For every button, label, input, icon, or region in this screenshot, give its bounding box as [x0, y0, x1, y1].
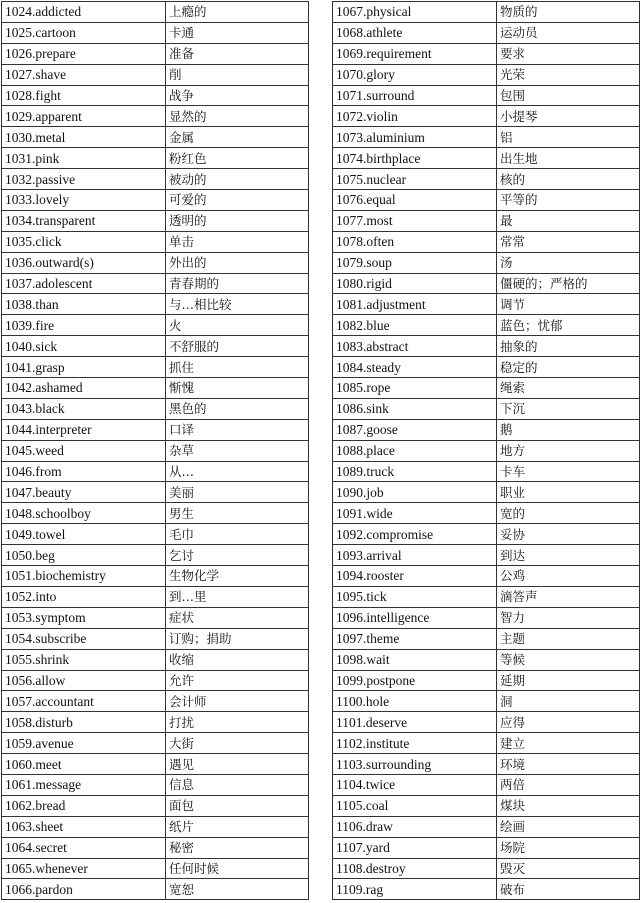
vocab-row	[2, 879, 309, 900]
english-word-cell: 1039.fire	[2, 315, 166, 336]
vocab-row	[2, 148, 309, 169]
english-word-cell: 1054.subscribe	[2, 628, 166, 649]
vocab-row	[2, 712, 309, 733]
vocab-row	[2, 566, 309, 587]
vocab-row	[333, 754, 640, 775]
vocab-row	[2, 294, 309, 315]
vocab-row	[333, 524, 640, 545]
vocab-row	[333, 816, 640, 837]
chinese-meaning-cell: 症状	[166, 607, 309, 628]
english-word-cell: 1025.cartoon	[2, 22, 166, 43]
chinese-meaning-cell: 场院	[497, 837, 640, 858]
chinese-meaning-cell: 宽的	[497, 503, 640, 524]
english-word-cell: 1049.towel	[2, 524, 166, 545]
english-word-cell: 1102.institute	[333, 733, 497, 754]
vocab-row	[2, 795, 309, 816]
vocab-row	[333, 294, 640, 315]
chinese-meaning-cell: 上瘾的	[166, 2, 309, 23]
english-word-cell: 1035.click	[2, 231, 166, 252]
vocab-row	[333, 106, 640, 127]
english-word-cell: 1050.beg	[2, 545, 166, 566]
chinese-meaning-cell: 平等的	[497, 190, 640, 211]
english-word-cell: 1045.weed	[2, 440, 166, 461]
vocab-row	[333, 148, 640, 169]
vocab-row	[2, 43, 309, 64]
vocab-row	[333, 169, 640, 190]
chinese-meaning-cell: 公鸡	[497, 566, 640, 587]
vocab-row	[2, 524, 309, 545]
english-word-cell: 1077.most	[333, 210, 497, 231]
chinese-meaning-cell: 最	[497, 210, 640, 231]
english-word-cell: 1064.secret	[2, 837, 166, 858]
vocab-row	[333, 273, 640, 294]
english-word-cell: 1048.schoolboy	[2, 503, 166, 524]
vocab-row	[333, 190, 640, 211]
english-word-cell: 1051.biochemistry	[2, 566, 166, 587]
chinese-meaning-cell: 核的	[497, 169, 640, 190]
english-word-cell: 1060.meet	[2, 754, 166, 775]
vocab-row	[2, 106, 309, 127]
english-word-cell: 1058.disturb	[2, 712, 166, 733]
english-word-cell: 1024.addicted	[2, 2, 166, 23]
english-word-cell: 1044.interpreter	[2, 419, 166, 440]
english-word-cell: 1107.yard	[333, 837, 497, 858]
chinese-meaning-cell: 抓住	[166, 357, 309, 378]
vocab-row	[2, 315, 309, 336]
chinese-meaning-cell: 杂草	[166, 440, 309, 461]
chinese-meaning-cell: 不舒服的	[166, 336, 309, 357]
vocab-row	[2, 2, 309, 23]
chinese-meaning-cell: 秘密	[166, 837, 309, 858]
vocab-row	[333, 43, 640, 64]
vocab-row	[2, 816, 309, 837]
vocab-row	[2, 607, 309, 628]
vocab-row	[2, 503, 309, 524]
vocab-row	[333, 691, 640, 712]
vocab-row	[2, 733, 309, 754]
chinese-meaning-cell: 任何时候	[166, 858, 309, 879]
english-word-cell: 1071.surround	[333, 85, 497, 106]
chinese-meaning-cell: 主题	[497, 628, 640, 649]
chinese-meaning-cell: 汤	[497, 252, 640, 273]
vocab-row	[2, 64, 309, 85]
english-word-cell: 1079.soup	[333, 252, 497, 273]
english-word-cell: 1069.requirement	[333, 43, 497, 64]
vocab-row	[333, 440, 640, 461]
chinese-meaning-cell: 会计师	[166, 691, 309, 712]
chinese-meaning-cell: 光荣	[497, 64, 640, 85]
english-word-cell: 1055.shrink	[2, 649, 166, 670]
chinese-meaning-cell: 抽象的	[497, 336, 640, 357]
vocab-row	[333, 774, 640, 795]
chinese-meaning-cell: 生物化学	[166, 566, 309, 587]
chinese-meaning-cell: 地方	[497, 440, 640, 461]
english-word-cell: 1099.postpone	[333, 670, 497, 691]
english-word-cell: 1083.abstract	[333, 336, 497, 357]
english-word-cell: 1068.athlete	[333, 22, 497, 43]
english-word-cell: 1073.aluminium	[333, 127, 497, 148]
chinese-meaning-cell: 运动员	[497, 22, 640, 43]
vocab-row	[333, 858, 640, 879]
vocab-row	[2, 169, 309, 190]
chinese-meaning-cell: 环境	[497, 754, 640, 775]
chinese-meaning-cell: 等候	[497, 649, 640, 670]
english-word-cell: 1030.metal	[2, 127, 166, 148]
english-word-cell: 1027.shave	[2, 64, 166, 85]
chinese-meaning-cell: 毛巾	[166, 524, 309, 545]
english-word-cell: 1037.adolescent	[2, 273, 166, 294]
vocab-row	[333, 336, 640, 357]
vocab-row	[2, 210, 309, 231]
vocab-row	[2, 231, 309, 252]
vocab-row	[2, 461, 309, 482]
vocab-row	[2, 691, 309, 712]
chinese-meaning-cell: 破布	[497, 879, 640, 900]
vocab-row	[333, 649, 640, 670]
chinese-meaning-cell: 惭愧	[166, 378, 309, 399]
english-word-cell: 1046.from	[2, 461, 166, 482]
vocab-row	[333, 127, 640, 148]
english-word-cell: 1086.sink	[333, 398, 497, 419]
chinese-meaning-cell: 毁灭	[497, 858, 640, 879]
chinese-meaning-cell: 男生	[166, 503, 309, 524]
chinese-meaning-cell: 延期	[497, 670, 640, 691]
vocab-row	[333, 461, 640, 482]
vocab-row	[2, 754, 309, 775]
vocab-row	[333, 22, 640, 43]
vocab-row	[333, 85, 640, 106]
english-word-cell: 1052.into	[2, 586, 166, 607]
vocab-row	[2, 440, 309, 461]
chinese-meaning-cell: 僵硬的；严格的	[497, 273, 640, 294]
chinese-meaning-cell: 绘画	[497, 816, 640, 837]
english-word-cell: 1081.adjustment	[333, 294, 497, 315]
english-word-cell: 1061.message	[2, 774, 166, 795]
vocab-row	[333, 837, 640, 858]
chinese-meaning-cell: 透明的	[166, 210, 309, 231]
english-word-cell: 1074.birthplace	[333, 148, 497, 169]
english-word-cell: 1090.job	[333, 482, 497, 503]
chinese-meaning-cell: 到…里	[166, 586, 309, 607]
english-word-cell: 1097.theme	[333, 628, 497, 649]
english-word-cell: 1047.beauty	[2, 482, 166, 503]
vocab-row	[333, 357, 640, 378]
chinese-meaning-cell: 煤块	[497, 795, 640, 816]
english-word-cell: 1108.destroy	[333, 858, 497, 879]
vocab-row	[2, 273, 309, 294]
english-word-cell: 1070.glory	[333, 64, 497, 85]
english-word-cell: 1032.passive	[2, 169, 166, 190]
vocab-row	[333, 210, 640, 231]
vocab-row	[333, 378, 640, 399]
vocab-row	[2, 190, 309, 211]
vocab-row	[2, 127, 309, 148]
chinese-meaning-cell: 卡车	[497, 461, 640, 482]
chinese-meaning-cell: 订购；捐助	[166, 628, 309, 649]
vocab-row	[333, 315, 640, 336]
vocab-row	[2, 357, 309, 378]
chinese-meaning-cell: 鹅	[497, 419, 640, 440]
english-word-cell: 1059.avenue	[2, 733, 166, 754]
chinese-meaning-cell: 遇见	[166, 754, 309, 775]
vocab-row	[2, 628, 309, 649]
vocab-row	[2, 545, 309, 566]
vocab-row	[333, 879, 640, 900]
english-word-cell: 1034.transparent	[2, 210, 166, 231]
english-word-cell: 1093.arrival	[333, 545, 497, 566]
english-word-cell: 1036.outward(s)	[2, 252, 166, 273]
chinese-meaning-cell: 要求	[497, 43, 640, 64]
chinese-meaning-cell: 稳定的	[497, 357, 640, 378]
english-word-cell: 1106.draw	[333, 816, 497, 837]
vocab-row	[333, 231, 640, 252]
chinese-meaning-cell: 收缩	[166, 649, 309, 670]
chinese-meaning-cell: 被动的	[166, 169, 309, 190]
english-word-cell: 1084.steady	[333, 357, 497, 378]
english-word-cell: 1057.accountant	[2, 691, 166, 712]
chinese-meaning-cell: 蓝色；忧郁	[497, 315, 640, 336]
english-word-cell: 1042.ashamed	[2, 378, 166, 399]
chinese-meaning-cell: 下沉	[497, 398, 640, 419]
english-word-cell: 1095.tick	[333, 586, 497, 607]
vocab-row	[2, 649, 309, 670]
vocab-row	[2, 378, 309, 399]
english-word-cell: 1105.coal	[333, 795, 497, 816]
vocab-row	[2, 837, 309, 858]
vocab-row	[333, 733, 640, 754]
chinese-meaning-cell: 洞	[497, 691, 640, 712]
chinese-meaning-cell: 美丽	[166, 482, 309, 503]
chinese-meaning-cell: 黑色的	[166, 398, 309, 419]
english-word-cell: 1040.sick	[2, 336, 166, 357]
vocab-row	[333, 795, 640, 816]
chinese-meaning-cell: 包围	[497, 85, 640, 106]
chinese-meaning-cell: 调节	[497, 294, 640, 315]
english-word-cell: 1076.equal	[333, 190, 497, 211]
chinese-meaning-cell: 常常	[497, 231, 640, 252]
english-word-cell: 1067.physical	[333, 2, 497, 23]
vocab-row	[333, 545, 640, 566]
vocab-row	[333, 64, 640, 85]
chinese-meaning-cell: 外出的	[166, 252, 309, 273]
vocab-row	[2, 85, 309, 106]
vocab-row	[333, 252, 640, 273]
chinese-meaning-cell: 纸片	[166, 816, 309, 837]
english-word-cell: 1085.rope	[333, 378, 497, 399]
vocab-row	[333, 712, 640, 733]
chinese-meaning-cell: 智力	[497, 607, 640, 628]
english-word-cell: 1026.prepare	[2, 43, 166, 64]
chinese-meaning-cell: 铝	[497, 127, 640, 148]
english-word-cell: 1075.nuclear	[333, 169, 497, 190]
english-word-cell: 1100.hole	[333, 691, 497, 712]
chinese-meaning-cell: 削	[166, 64, 309, 85]
vocab-row	[2, 398, 309, 419]
english-word-cell: 1082.blue	[333, 315, 497, 336]
english-word-cell: 1109.rag	[333, 879, 497, 900]
chinese-meaning-cell: 青春期的	[166, 273, 309, 294]
english-word-cell: 1088.place	[333, 440, 497, 461]
vocab-row	[2, 774, 309, 795]
chinese-meaning-cell: 出生地	[497, 148, 640, 169]
english-word-cell: 1031.pink	[2, 148, 166, 169]
chinese-meaning-cell: 卡通	[166, 22, 309, 43]
chinese-meaning-cell: 绳索	[497, 378, 640, 399]
chinese-meaning-cell: 两倍	[497, 774, 640, 795]
english-word-cell: 1033.lovely	[2, 190, 166, 211]
vocab-row	[333, 398, 640, 419]
chinese-meaning-cell: 可爱的	[166, 190, 309, 211]
english-word-cell: 1104.twice	[333, 774, 497, 795]
vocab-row	[333, 628, 640, 649]
chinese-meaning-cell: 职业	[497, 482, 640, 503]
vocab-row	[333, 607, 640, 628]
english-word-cell: 1043.black	[2, 398, 166, 419]
english-word-cell: 1053.symptom	[2, 607, 166, 628]
chinese-meaning-cell: 打扰	[166, 712, 309, 733]
english-word-cell: 1062.bread	[2, 795, 166, 816]
chinese-meaning-cell: 物质的	[497, 2, 640, 23]
english-word-cell: 1096.intelligence	[333, 607, 497, 628]
english-word-cell: 1072.violin	[333, 106, 497, 127]
vocab-table-left	[1, 1, 309, 900]
english-word-cell: 1089.truck	[333, 461, 497, 482]
english-word-cell: 1066.pardon	[2, 879, 166, 900]
chinese-meaning-cell: 允许	[166, 670, 309, 691]
chinese-meaning-cell: 金属	[166, 127, 309, 148]
vocab-row	[2, 22, 309, 43]
chinese-meaning-cell: 准备	[166, 43, 309, 64]
chinese-meaning-cell: 单击	[166, 231, 309, 252]
vocab-row	[2, 482, 309, 503]
chinese-meaning-cell: 信息	[166, 774, 309, 795]
chinese-meaning-cell: 大街	[166, 733, 309, 754]
chinese-meaning-cell: 乞讨	[166, 545, 309, 566]
chinese-meaning-cell: 从…	[166, 461, 309, 482]
chinese-meaning-cell: 小提琴	[497, 106, 640, 127]
vocab-row	[333, 566, 640, 587]
english-word-cell: 1041.grasp	[2, 357, 166, 378]
english-word-cell: 1087.goose	[333, 419, 497, 440]
vocab-row	[2, 336, 309, 357]
english-word-cell: 1038.than	[2, 294, 166, 315]
vocab-row	[333, 586, 640, 607]
english-word-cell: 1103.surrounding	[333, 754, 497, 775]
chinese-meaning-cell: 应得	[497, 712, 640, 733]
vocab-row	[2, 586, 309, 607]
vocab-row	[2, 252, 309, 273]
chinese-meaning-cell: 与…相比较	[166, 294, 309, 315]
chinese-meaning-cell: 滴答声	[497, 586, 640, 607]
chinese-meaning-cell: 面包	[166, 795, 309, 816]
chinese-meaning-cell: 显然的	[166, 106, 309, 127]
english-word-cell: 1063.sheet	[2, 816, 166, 837]
english-word-cell: 1101.deserve	[333, 712, 497, 733]
vocab-row	[333, 2, 640, 23]
chinese-meaning-cell: 战争	[166, 85, 309, 106]
english-word-cell: 1098.wait	[333, 649, 497, 670]
english-word-cell: 1080.rigid	[333, 273, 497, 294]
vocab-row	[333, 503, 640, 524]
chinese-meaning-cell: 妥协	[497, 524, 640, 545]
english-word-cell: 1028.fight	[2, 85, 166, 106]
chinese-meaning-cell: 建立	[497, 733, 640, 754]
english-word-cell: 1056.allow	[2, 670, 166, 691]
english-word-cell: 1091.wide	[333, 503, 497, 524]
english-word-cell: 1092.compromise	[333, 524, 497, 545]
english-word-cell: 1029.apparent	[2, 106, 166, 127]
chinese-meaning-cell: 火	[166, 315, 309, 336]
vocab-row	[333, 419, 640, 440]
english-word-cell: 1078.often	[333, 231, 497, 252]
english-word-cell: 1094.rooster	[333, 566, 497, 587]
chinese-meaning-cell: 粉红色	[166, 148, 309, 169]
chinese-meaning-cell: 宽恕	[166, 879, 309, 900]
vocab-table-right	[332, 1, 640, 900]
chinese-meaning-cell: 口译	[166, 419, 309, 440]
chinese-meaning-cell: 到达	[497, 545, 640, 566]
english-word-cell: 1065.whenever	[2, 858, 166, 879]
vocab-row	[2, 858, 309, 879]
vocab-row	[2, 670, 309, 691]
vocab-row	[333, 670, 640, 691]
vocab-row	[2, 419, 309, 440]
vocab-row	[333, 482, 640, 503]
